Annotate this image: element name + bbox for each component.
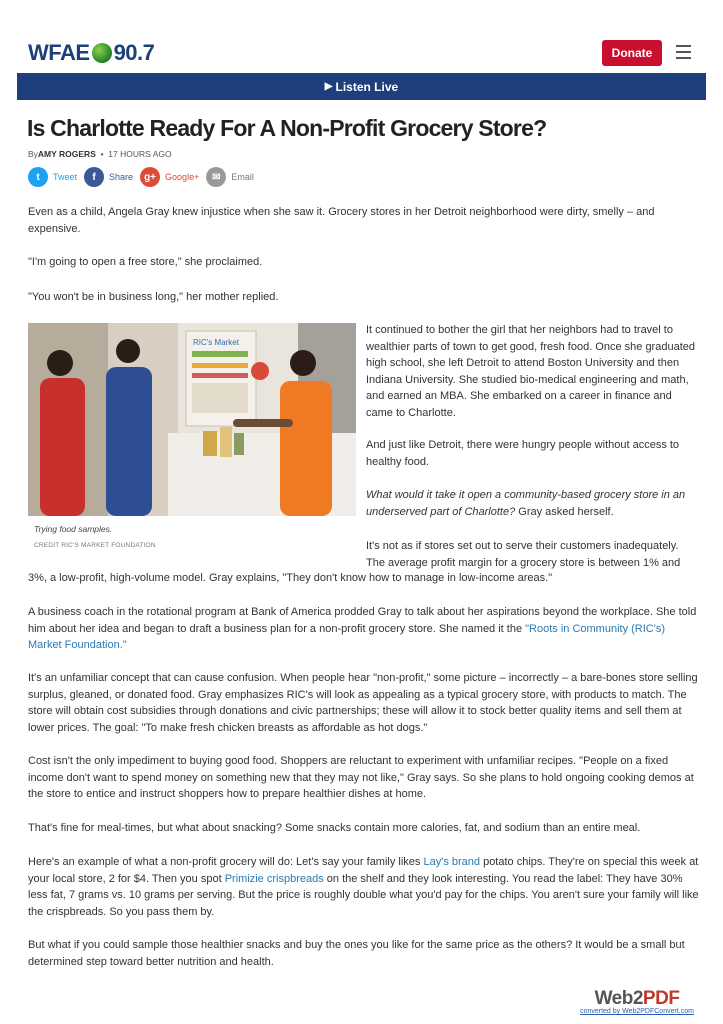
sign-text: RIC's Market bbox=[193, 338, 239, 347]
paragraph-7b: 3%, a low-profit, high-volume model. Gray explains, "They don't know how to manage in low-income areas." bbox=[28, 572, 553, 584]
logo-text-left: WFAE bbox=[28, 40, 90, 65]
listen-live-label: Listen Live bbox=[335, 79, 399, 94]
paragraph-12: Here's an example of what a non-profit grocery will do: Let's say your family likes Lay's brand potato chips. They're on special this week at your local store, 2 for $4. Then you spot Primizie crispbreads on the shelf and they look interesting. You read the label: They have 30% less fat, 7 grams vs. 10 grams per serving. But the price is roughly double what you'd pay for the chips. You aren't sure your family will like the crispbreads. So you pass them by. bbox=[28, 856, 699, 918]
paragraph-4: It continued to bother the girl that her neighbors had to travel to wealthier parts of town to get good, fresh food. Once she graduated high school, she left Detroit to attend Boston University and then Indiana University. She studied bio-medical engineering and math, and earned an MBA. She embarked on a career in finance and came to Charlotte. bbox=[366, 324, 695, 419]
paragraph-2: "I'm going to open a free store," she proclaimed. bbox=[28, 256, 263, 268]
email-button[interactable]: ✉ Email bbox=[206, 167, 254, 187]
web2pdf-watermark[interactable]: Web2PDF converted by Web2PDFConvert.com bbox=[572, 988, 702, 1015]
donate-button[interactable]: Donate bbox=[602, 40, 662, 66]
photo-illustration bbox=[28, 323, 356, 516]
facebook-icon: f bbox=[84, 167, 104, 187]
author-link[interactable]: AMY ROGERS bbox=[37, 149, 96, 159]
paragraph-5: And just like Detroit, there were hungry people without access to healthy food. bbox=[366, 439, 680, 468]
paragraph-10: Cost isn't the only impediment to buying good food. Shoppers are reluctant to experiment with unfamiliar recipes. "People on a fixed income don't want to spend money on something new that they may not like," Gray says. So she plans to hold ongoing cooking demos at the store to entice and instruct shoppers how to prepare healthier dishes at home. bbox=[28, 755, 694, 800]
paragraph-6: What would it take it open a community-based grocery store in an underserved part of Charlotte? Gray asked herself. bbox=[366, 489, 686, 518]
rics-market-link[interactable]: "Roots in Community (RIC's) Market Foundation." bbox=[28, 622, 666, 651]
tweet-button[interactable]: t Tweet bbox=[28, 167, 77, 187]
wfae-logo[interactable] bbox=[28, 40, 154, 66]
google-plus-icon: g+ bbox=[140, 167, 160, 187]
paragraph-3: "You won't be in business long," her mother replied. bbox=[28, 291, 279, 303]
converted-link[interactable]: converted by Web2PDFConvert.com bbox=[580, 1008, 694, 1015]
email-icon: ✉ bbox=[206, 167, 226, 187]
play-icon: ▶ bbox=[324, 81, 333, 92]
share-bar bbox=[28, 167, 261, 187]
primizie-link[interactable]: Primizie crispbreads bbox=[224, 872, 324, 885]
logo-text-right: 90.7 bbox=[113, 40, 155, 65]
article-photo bbox=[28, 323, 356, 516]
paragraph-1: Even as a child, Angela Gray knew injustice when she saw it. Grocery stores in her Detroit neighborhood were dirty, smelly – and expensive. bbox=[28, 206, 655, 235]
timestamp: 17 HOURS AGO bbox=[108, 149, 172, 159]
menu-icon[interactable] bbox=[676, 45, 691, 60]
globe-icon bbox=[92, 43, 112, 63]
byline: ByAMY ROGERS • 17 HOURS AGO bbox=[28, 149, 172, 159]
site-header bbox=[0, 0, 723, 70]
article-title: Is Charlotte Ready For A Non-Profit Grocery Store? bbox=[27, 115, 547, 141]
paragraph-8: A business coach in the rotational program at Bank of America prodded Gray to talk about her aspirations beyond the workplace. She told him about her idea and began to draft a business plan for a non-profit grocery store. She named it the "Roots in Community (RIC's) Market Foundation." bbox=[28, 606, 697, 651]
paragraph-7a: It's not as if stores set out to serve their customers inadequately. The average profit margin for a grocery store is between 1% and bbox=[366, 540, 681, 569]
google-plus-button[interactable]: g+ Google+ bbox=[140, 167, 199, 187]
facebook-share-button[interactable]: f Share bbox=[84, 167, 133, 187]
lays-brand-link[interactable]: Lay's brand bbox=[423, 856, 481, 868]
twitter-icon: t bbox=[28, 167, 48, 187]
paragraph-13: But what if you could sample those healthier snacks and buy the ones you like for the same price as the others? It would be a small but determined step toward better nutrition and health. bbox=[28, 939, 685, 968]
photo-credit: CREDIT RIC'S MARKET FOUNDATION bbox=[34, 542, 156, 549]
photo-caption: Trying food samples. bbox=[34, 524, 113, 534]
listen-live-button[interactable] bbox=[17, 73, 706, 100]
paragraph-11: That's fine for meal-times, but what about snacking? Some snacks contain more calories, fat, and sodium than an entire meal. bbox=[28, 822, 641, 834]
paragraph-9: It's an unfamiliar concept that can cause confusion. When people hear "non-profit," some picture – incorrectly – a bare-bones store selling surplus, gleaned, or donated food. Gray emphasizes RIC's will look as appealing as a typical grocery store, with products to match. The store will obtain cost subsidies through donations and civic partnerships; these will allow it to stock better quality items and sell them at lower prices. The goal: "To make fresh chicken breasts as affordable as hot dogs." bbox=[28, 672, 698, 734]
